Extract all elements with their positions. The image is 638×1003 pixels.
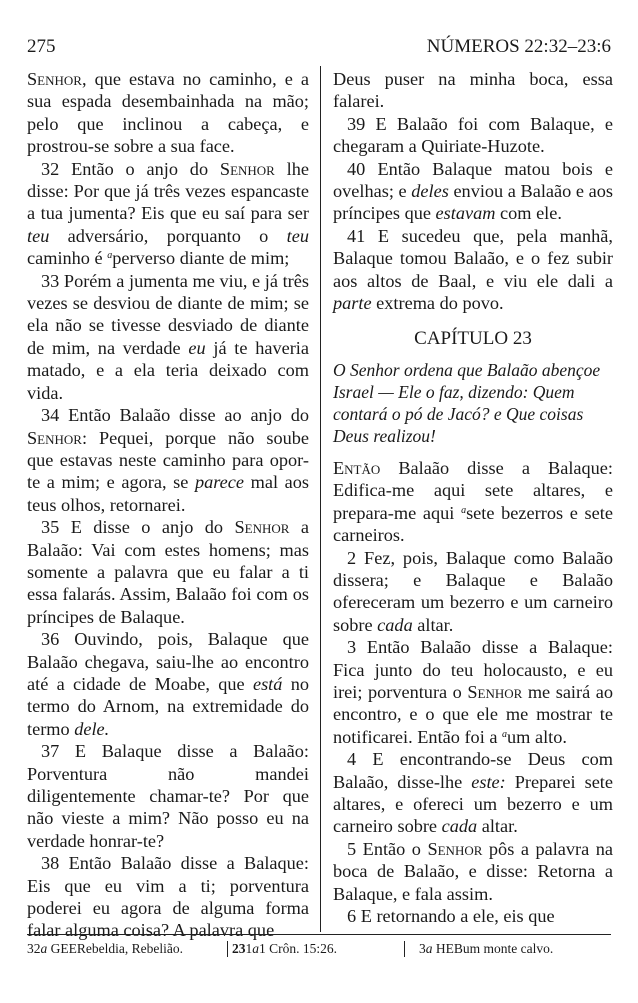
running-title: NÚMEROS 22:32–23:6 xyxy=(426,36,611,57)
verse-35 xyxy=(27,516,309,628)
italic-word: este: xyxy=(471,771,506,792)
text-span: já te haveria matado, e a ela teria deixado com vida. xyxy=(27,337,310,403)
verse-33 xyxy=(27,270,309,404)
verse-41 xyxy=(333,225,613,315)
verse-32 xyxy=(27,158,309,270)
footnote-marker[interactable]: a xyxy=(461,504,467,516)
lord-smallcaps: Senhor xyxy=(27,427,82,448)
italic-word: cada xyxy=(441,816,478,837)
text-span: 40 Então Balaque matou bois e ovelhas; e xyxy=(333,158,613,202)
text-span: 32 Então o anjo do xyxy=(41,158,220,179)
italic-word: está xyxy=(252,673,283,694)
text-span: caminho é xyxy=(27,248,108,269)
text-span: com ele. xyxy=(495,203,562,224)
verse-2 xyxy=(333,547,613,637)
footnote-32a xyxy=(27,941,227,957)
lord-smallcaps: Senhor xyxy=(427,838,483,859)
footnote-chapter-ref: 23 xyxy=(232,941,246,956)
footnotes-bar xyxy=(27,934,611,957)
footnote-letter: a xyxy=(40,941,48,956)
footnote-tag: GEE xyxy=(50,941,77,956)
verse-1 xyxy=(333,457,613,547)
text-span: 36 Ouvindo, pois, Balaque que Balaão chegava, saiu-lhe ao encontro até a cidade de Moabe, que xyxy=(27,629,309,694)
italic-word: dele. xyxy=(74,718,110,739)
italic-word: teu xyxy=(27,225,50,246)
footnote-tag: HEB xyxy=(435,941,463,956)
verse-31-continuation xyxy=(27,68,309,158)
footnote-marker[interactable]: a xyxy=(107,250,113,262)
footnote-letter: a xyxy=(425,941,433,956)
footnote-23-1a xyxy=(227,941,404,957)
text-span: altar. xyxy=(477,816,518,837)
text-span: , que estava no caminho, e a sua espada desembainhada na mão; pelo que inclinou a cabeça, e prostrou-se sobre a sua face. xyxy=(27,69,309,157)
chapter-heading: CAPÍTULO 23 xyxy=(414,328,532,350)
verse-6: 6 E retornando a ele, eis que xyxy=(347,906,555,926)
italic-word: estavam xyxy=(435,203,496,224)
left-column xyxy=(27,68,310,941)
lord-smallcaps: Senhor xyxy=(467,681,523,702)
text-span: altar. xyxy=(412,614,454,635)
text-span: sete bezerros e sete carneiros. xyxy=(333,502,613,546)
text-span: lhe disse: Por que já três vezes espancaste a tua jumenta? Eis que eu saí para ser xyxy=(27,158,310,224)
text-span: : Pequei, porque não soube que estavas neste caminho para opor-te a mim; e agora, se xyxy=(27,427,309,493)
footnote-text: 1 Crôn. 15:26. xyxy=(259,941,338,956)
text-span: um alto. xyxy=(507,726,567,747)
italic-word: eu xyxy=(188,337,206,358)
verse-38: 38 Então Balaão disse a Balaque: Eis que eu vim a ti; porventura poderei eu agora de alguma forma falar alguma coisa? A palavra que xyxy=(27,853,309,941)
verse-3 xyxy=(333,636,613,748)
footnote-3a xyxy=(404,941,611,957)
page-number: 275 xyxy=(27,36,56,57)
footnote-text: um monte calvo. xyxy=(462,941,554,956)
footnote-text: Rebeldia, Rebelião. xyxy=(76,941,183,956)
italic-word: parte xyxy=(333,293,372,314)
italic-word: deles xyxy=(411,181,449,202)
text-span: me sairá ao encontro, e o que ele me mostrar te notificarei. Então foi a xyxy=(333,681,613,747)
column-divider xyxy=(320,66,321,932)
page-header xyxy=(27,36,611,58)
text-span: mal aos teus olhos, retornarei. xyxy=(27,472,309,515)
italic-word: teu xyxy=(286,225,309,246)
lord-smallcaps: Senhor xyxy=(219,158,275,179)
chapter-summary: O Senhor ordena que Balaão abençoe Israel — Ele o faz, dizendo: Quem contará o pó de Jacó? e Que coisas Deus realizou! xyxy=(333,359,601,446)
text-span: a Balaão: Vai com estes homens; mas somente a palavra que eu falar a ti essa falarás. Assim, Balaão foi com os príncipes de Balaque. xyxy=(27,517,309,627)
text-span: extrema do povo. xyxy=(371,293,504,314)
text-span: perverso diante de mim; xyxy=(112,248,290,269)
text-span: adversário, porquanto o xyxy=(49,225,287,246)
footnote-marker[interactable]: a xyxy=(502,728,508,740)
chapter-opening-word: Então xyxy=(333,457,381,478)
right-column xyxy=(333,68,613,930)
text-span: 2 Fez, pois, Balaque como Balaão dissera; e Balaque e Balaão ofereceram um bezerro e um carneiro sobre xyxy=(333,547,613,635)
verse-5 xyxy=(333,838,613,905)
footnote-ref: 32 xyxy=(27,941,41,956)
lord-smallcaps: Senhor xyxy=(234,517,290,538)
italic-word: parece xyxy=(194,472,245,493)
text-span: 41 E sucedeu que, pela manhã, Balaque tomou Balaão, e o fez subir aos altos de Baal, e viu ele dali a xyxy=(333,225,613,291)
text-span: enviou a Balaão e aos príncipes que xyxy=(333,181,613,224)
text-span: 35 E disse o anjo do xyxy=(41,517,235,538)
text-span: 5 Então o xyxy=(347,838,428,859)
italic-word: cada xyxy=(377,614,413,635)
text-span: pôs a palavra na boca de Balaão, e disse: Retorna a Balaque, e fala assim. xyxy=(333,838,613,904)
verse-39: 39 E Balaão foi com Balaque, e chegaram a Quiriate-Huzote. xyxy=(333,113,613,157)
text-span: 4 E encontrando-se Deus com Balaão, disse-lhe xyxy=(333,749,613,792)
verse-4 xyxy=(333,748,613,838)
footnote-verse: 1 xyxy=(245,941,253,956)
footnote-ref: 3 xyxy=(419,941,426,956)
text-span: 34 Então Balaão disse ao anjo do xyxy=(41,405,309,426)
text-span: no termo do Arnom, na extremidade do termo xyxy=(27,673,309,739)
verse-40 xyxy=(333,158,613,225)
text-span: 3 Então Balaão disse a Balaque: Fica junto do teu holocausto, e eu irei; porventura o xyxy=(333,637,613,702)
text-span: Preparei sete altares, e ofereci um bezerro e um carneiro sobre xyxy=(333,771,613,837)
verse-34 xyxy=(27,404,309,516)
verse-38-continuation: Deus puser na minha boca, essa falarei. xyxy=(333,69,613,112)
text-span: 33 Porém a jumenta me viu, e já três vezes se desviou de diante de mim; se ela não se tivesse desviado de diante de mim, na verdade xyxy=(27,270,309,358)
verse-37: 37 E Balaque disse a Balaão: Porventura não mandei diligentemente chamar-te? Por que não vieste a mim? Não posso eu na verdade honrar-te? xyxy=(27,741,309,851)
lord-smallcaps: Senhor xyxy=(27,69,82,89)
verse-36 xyxy=(27,628,309,740)
text-span: Balaão disse a Balaque: Edifica-me aqui sete altares, e prepara-me aqui xyxy=(333,457,613,523)
footnote-letter: a xyxy=(252,941,259,956)
